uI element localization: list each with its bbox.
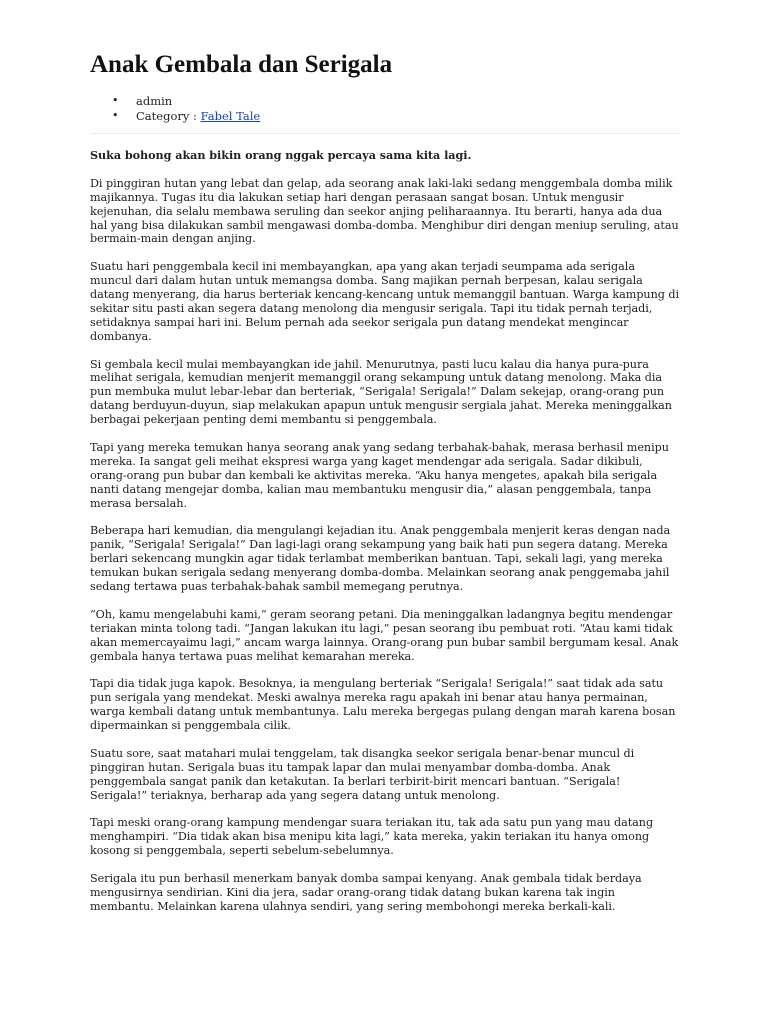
paragraph: Serigala itu pun berhasil menerkam banyak domba sampai kenyang. Anak gembala tidak berdaya mengusirnya sendirian. Kini dia jera, sadar orang-orang tidak datang bukan karena tak ingin membantu. Melainkan karena ulahnya sendiri, yang sering membohongi mereka berkali-kali. bbox=[90, 871, 642, 913]
paragraph: Tapi meski orang-orang kampung mendengar suara teriakan itu, tak ada satu pun yang mau datang menghampiri. “Dia tidak akan bisa menipu kita lagi,” kata mereka, yakin teriakan itu hanya omong kosong si penggembala, seperti sebelum-sebelumnya. bbox=[90, 816, 654, 858]
meta-category bbox=[90, 109, 260, 124]
paragraph: Suatu hari penggembala kecil ini membayangkan, apa yang akan terjadi seumpama ada serigala muncul dari dalam hutan untuk memangsa domba. Sang majikan pernah berpesan, kalau serigala datang menyerang, dia harus berteriak kencang-kencang untuk memanggil bantuan. Warga kampung di sekitar situ pasti akan segera datang menolong dia mengusir serigala. Tapi itu tidak pernah terjadi, setidaknya sampai hari ini. Belum pernah ada seekor serigala pun datang mendekat mengincar dombanya. bbox=[90, 260, 680, 343]
paragraph: Si gembala kecil mulai membayangkan ide jahil. Menurutnya, pasti lucu kalau dia hanya pura-pura melihat serigala, kemudian menjerit memanggil orang sekampung untuk datang menolong. Maka dia pun membuka mulut lebar-lebar dan berteriak, “Serigala! Serigala!” Dalam sekejap, orang-orang pun datang berduyun-duyun, siap melakukan apapun untuk mengusir sergiala jahat. Mereka meninggalkan berbagai pekerjaan penting demi membantu si penggembala. bbox=[90, 357, 672, 427]
paragraph: Tapi yang mereka temukan hanya seorang anak yang sedang terbahak-bahak, merasa berhasil menipu mereka. Ia sangat geli meihat ekspresi warga yang kaget mendengar ada serigala. Sadar dikibuli, orang-orang pun bubar dan kembali ke aktivitas mereka. “Aku hanya mengetes, apakah bila serigala nanti datang mengejar domba, kalian mau membantuku mengusir dia,” alasan penggembala, tanpa merasa bersalah. bbox=[90, 440, 669, 510]
meta-author bbox=[90, 94, 260, 109]
paragraph: “Oh, kamu mengelabuhi kami,” geram seorang petani. Dia meninggalkan ladangnya begitu mendengar teriakan minta tolong tadi. “Jangan lakukan itu lagi,” pesan seorang ibu pembuat roti. “Atau kami tidak akan memercayaimu lagi,” ancam warga lainnya. Orang-orang pun bubar sambil bergumam kesal. Anak gembala hanya tertawa puas melihat kemarahan mereka. bbox=[90, 607, 679, 663]
paragraph: Suatu sore, saat matahari mulai tenggelam, tak disangka seekor serigala benar-benar muncul di pinggiran hutan. Serigala buas itu tampak lapar dan mulai menyambar domba-domba. Anak penggembala sangat panik dan ketakutan. Ia berlari terbirit-birit mencari bantuan. “Serigala! Serigala!” teriaknya, berharap ada yang segera datang untuk menolong. bbox=[90, 746, 635, 802]
author-name: admin bbox=[136, 94, 173, 108]
article-body bbox=[90, 149, 680, 928]
category-link[interactable]: Fabel Tale bbox=[200, 109, 261, 123]
divider bbox=[90, 133, 680, 134]
category-label: Category : bbox=[136, 109, 197, 123]
lead-sentence: Suka bohong akan bikin orang nggak percaya sama kita lagi. bbox=[90, 148, 472, 162]
paragraph: Di pinggiran hutan yang lebat dan gelap, ada seorang anak laki-laki sedang menggembala domba milik majikannya. Tugas itu dia lakukan setiap hari dengan perasaan sangat bosan. Untuk mengusir kejenuhan, dia selalu membawa seruling dan seekor anjing peliharaannya. Itu berarti, hanya ada dua hal yang bisa dilakukan sambil mengawasi domba-domba. Menghibur diri dengan meniup seruling, atau bermain-main dengan anjing. bbox=[90, 176, 679, 246]
article-title: Anak Gembala dan Serigala bbox=[90, 51, 393, 78]
paragraph: Tapi dia tidak juga kapok. Besoknya, ia mengulang berteriak “Serigala! Serigala!” saat tidak ada satu pun serigala yang mendekat. Meski awalnya mereka ragu apakah ini benar atau hanya permainan, warga kembali datang untuk membantunya. Lalu mereka bergegas pulang dengan marah karena bosan dipermainkan si penggembala cilik. bbox=[90, 677, 676, 733]
paragraph: Beberapa hari kemudian, dia mengulangi kejadian itu. Anak penggembala menjerit keras dengan nada panik, “Serigala! Serigala!” Dan lagi-lagi orang sekampung yang baik hati pun segera datang. Mereka berlari sekencang mungkin agar tidak terlambat memberikan bantuan. Tapi, sekali lagi, yang mereka temukan bukan serigala sedang menyerang domba-domba. Melainkan seorang anak penggemaba jahil sedang tertawa puas terbahak-bahak sambil memegang perutnya. bbox=[90, 524, 671, 594]
article-meta bbox=[90, 94, 260, 124]
